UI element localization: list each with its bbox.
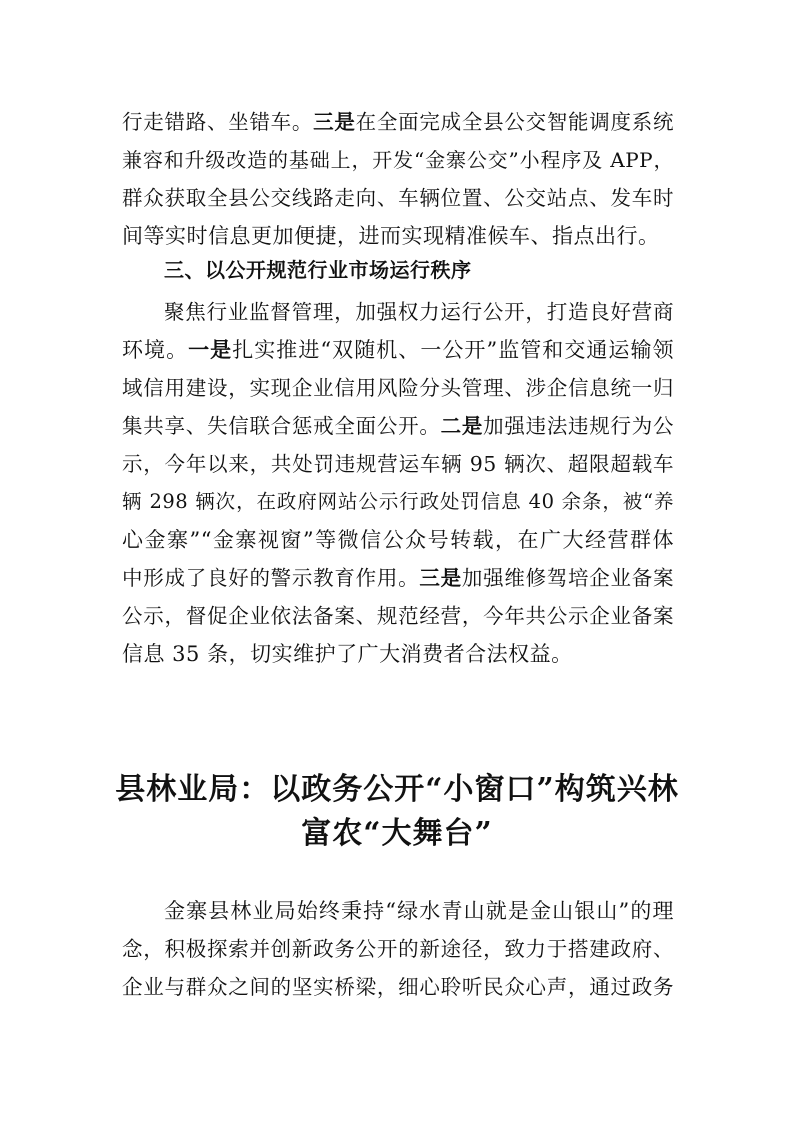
paragraph-line: 心金寨”“金寨视窗”等微信公众号转载，在广大经营群体 xyxy=(122,528,674,552)
paragraph-line: 企业与群众之间的坚实桥梁，细心聆听民众心声，通过政务 xyxy=(122,975,674,999)
paragraph-line: 行走错路、坐错车。三是在全面完成全县公交智能调度系统 xyxy=(122,110,675,134)
paragraph-line: 念，积极探索并创新政务公开的新途径，致力于搭建政府、 xyxy=(122,937,674,961)
emphasis-label: 三是 xyxy=(419,566,462,590)
paragraph-line: 域信用建设，实现企业信用风险分头管理、涉企信息统一归 xyxy=(122,376,674,400)
emphasis-label: 二是 xyxy=(440,414,484,438)
paragraph-line: 群众获取全县公交线路走向、车辆位置、公交站点、发车时 xyxy=(122,186,674,210)
paragraph-line: 集共享、失信联合惩戒全面公开。二是加强违法违规行为公 xyxy=(122,414,675,438)
paragraph-line: 间等实时信息更加便捷，进而实现精准候车、指点出行。 xyxy=(122,224,660,248)
paragraph-line: 信息 35 条，切实维护了广大消费者合法权益。 xyxy=(122,642,573,666)
paragraph-line: 中形成了良好的警示教育作用。三是加强维修驾培企业备案 xyxy=(122,566,675,590)
paragraph-line: 辆 298 辆次，在政府网站公示行政处罚信息 40 余条，被“养 xyxy=(122,490,674,513)
paragraph-line: 示，今年以来，共处罚违规营运车辆 95 辆次、超限超载车 xyxy=(122,452,674,476)
paragraph-line: 聚焦行业监督管理，加强权力运行公开，打造良好营商 xyxy=(164,300,674,324)
paragraph-line: 公示，督促企业依法备案、规范经营，今年共公示企业备案 xyxy=(122,604,674,628)
paragraph-line: 金寨县林业局始终秉持“绿水青山就是金山银山”的理 xyxy=(164,899,674,923)
paragraph-line: 环境。一是扎实推进“双随机、一公开”监管和交通运输领 xyxy=(122,338,675,362)
section-heading: 三、以公开规范行业市场运行秩序 xyxy=(164,258,472,282)
emphasis-label: 一是 xyxy=(188,338,233,362)
article-title-line-2: 富农“大舞台” xyxy=(301,816,493,851)
article-title-line-1: 县林业局：以政务公开“小窗口”构筑兴林 xyxy=(115,772,679,807)
emphasis-label: 三是 xyxy=(313,110,356,134)
paragraph-line: 兼容和升级改造的基础上，开发“金寨公交”小程序及 APP， xyxy=(122,148,674,172)
